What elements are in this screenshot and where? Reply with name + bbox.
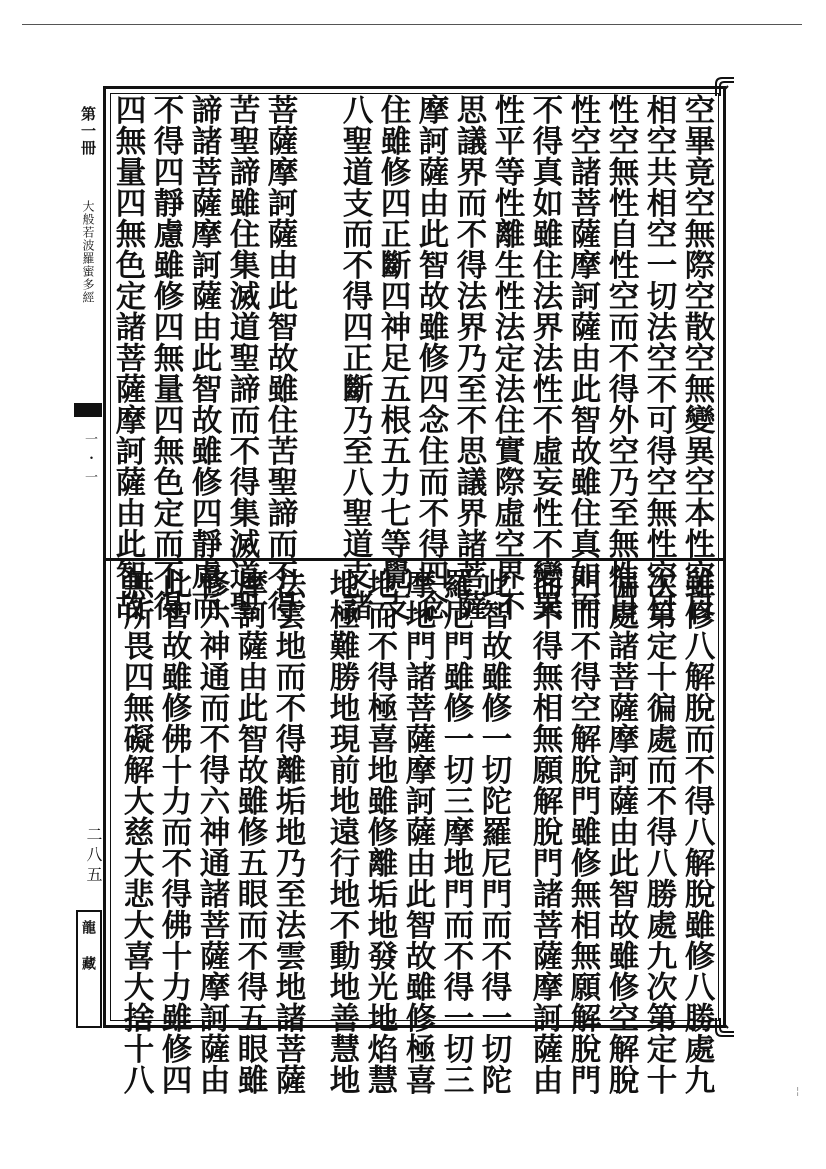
lower-column: 而不得無相無願解脫門諸菩薩摩訶薩由 bbox=[527, 568, 563, 1095]
upper-column: 空畢竟空無際空散空無變異空本性空自 bbox=[679, 94, 715, 621]
lower-column: 次第定十徧處而不得八勝處九次第定十 bbox=[641, 568, 677, 1095]
upper-column: 性平等性離生性法定法住實際虛空界不 bbox=[489, 94, 525, 621]
upper-column: 不得四靜慮雖修四無量四無色定而不得 bbox=[148, 94, 184, 621]
upper-column: 住雖修四正斷四神足五根五力七等覺支 bbox=[375, 94, 411, 621]
upper-column: 菩薩摩訶薩由此智故雖住苦聖諦而不得 bbox=[262, 94, 298, 621]
section-number: 一・一 bbox=[82, 432, 97, 489]
lower-column: 徧處諸菩薩摩訶薩由此智故雖修空解脫 bbox=[603, 568, 639, 1095]
scan-edge-mark: ¦ bbox=[796, 1086, 800, 1097]
lower-column: 摩訶薩由此智故雖修五眼而不得五眼雖 bbox=[232, 568, 268, 1095]
lower-column: 摩地門諸菩薩摩訶薩由此智故雖修極喜 bbox=[400, 568, 436, 1095]
upper-column: 不得真如雖住法界法性不虛妄性不變異 bbox=[527, 94, 563, 621]
corner-ornament-bottom-icon bbox=[714, 1016, 736, 1038]
lower-column: 地極難勝地現前地遠行地不動地善慧地 bbox=[324, 568, 360, 1095]
lower-column: 門而不得空解脫門雖修無相無願解脫門 bbox=[565, 568, 601, 1095]
volume-label: 第一冊 bbox=[79, 106, 97, 157]
upper-column: 性空無性自性空而不得外空乃至無性自 bbox=[603, 94, 639, 621]
upper-column: 思議界而不得法界乃至不思議界諸菩薩 bbox=[451, 94, 487, 621]
lower-column: 羅尼門雖修一切三摩地門而不得一切三 bbox=[438, 568, 474, 1095]
sutra-title: 大般若波羅蜜多經 bbox=[81, 200, 95, 304]
upper-column: 苦聖諦雖住集滅道聖諦而不得集滅道聖 bbox=[224, 94, 260, 621]
margin-black-bar bbox=[74, 403, 102, 417]
upper-column: 八聖道支而不得四正斷乃至八聖道支諸 bbox=[337, 94, 373, 621]
upper-column: 相空共相空一切法空不可得空無性空自 bbox=[641, 94, 677, 621]
upper-column: 四無量四無色定諸菩薩摩訶薩由此智故 bbox=[110, 94, 146, 621]
page-number: 二八五 bbox=[84, 826, 103, 886]
lower-column: 地而不得極喜地雖修離垢地發光地焰慧 bbox=[362, 568, 398, 1095]
collection-stamp: 龍藏 bbox=[80, 920, 96, 992]
top-rule bbox=[22, 24, 802, 25]
upper-column: 性空諸菩薩摩訶薩由此智故雖住真如而 bbox=[565, 94, 601, 621]
lower-column: 法雲地而不得離垢地乃至法雲地諸菩薩 bbox=[270, 568, 306, 1095]
upper-column: 摩訶薩由此智故雖修四念住而不得四念 bbox=[413, 94, 449, 621]
upper-column: 諦諸菩薩摩訶薩由此智故雖修四靜慮而 bbox=[186, 94, 222, 621]
lower-column: 此智故雖修一切陀羅尼門而不得一切陀 bbox=[476, 568, 512, 1095]
lower-column: 無所畏四無礙解大慈大悲大喜大捨十八 bbox=[118, 568, 154, 1095]
lower-column: 此智故雖修佛十力而不得佛十力雖修四 bbox=[156, 568, 192, 1095]
lower-column: 雖修八解脫而不得八解脫雖修八勝處九 bbox=[679, 568, 715, 1095]
lower-column: 修六神通而不得六神通諸菩薩摩訶薩由 bbox=[194, 568, 230, 1095]
corner-ornament-top-icon bbox=[714, 76, 736, 98]
